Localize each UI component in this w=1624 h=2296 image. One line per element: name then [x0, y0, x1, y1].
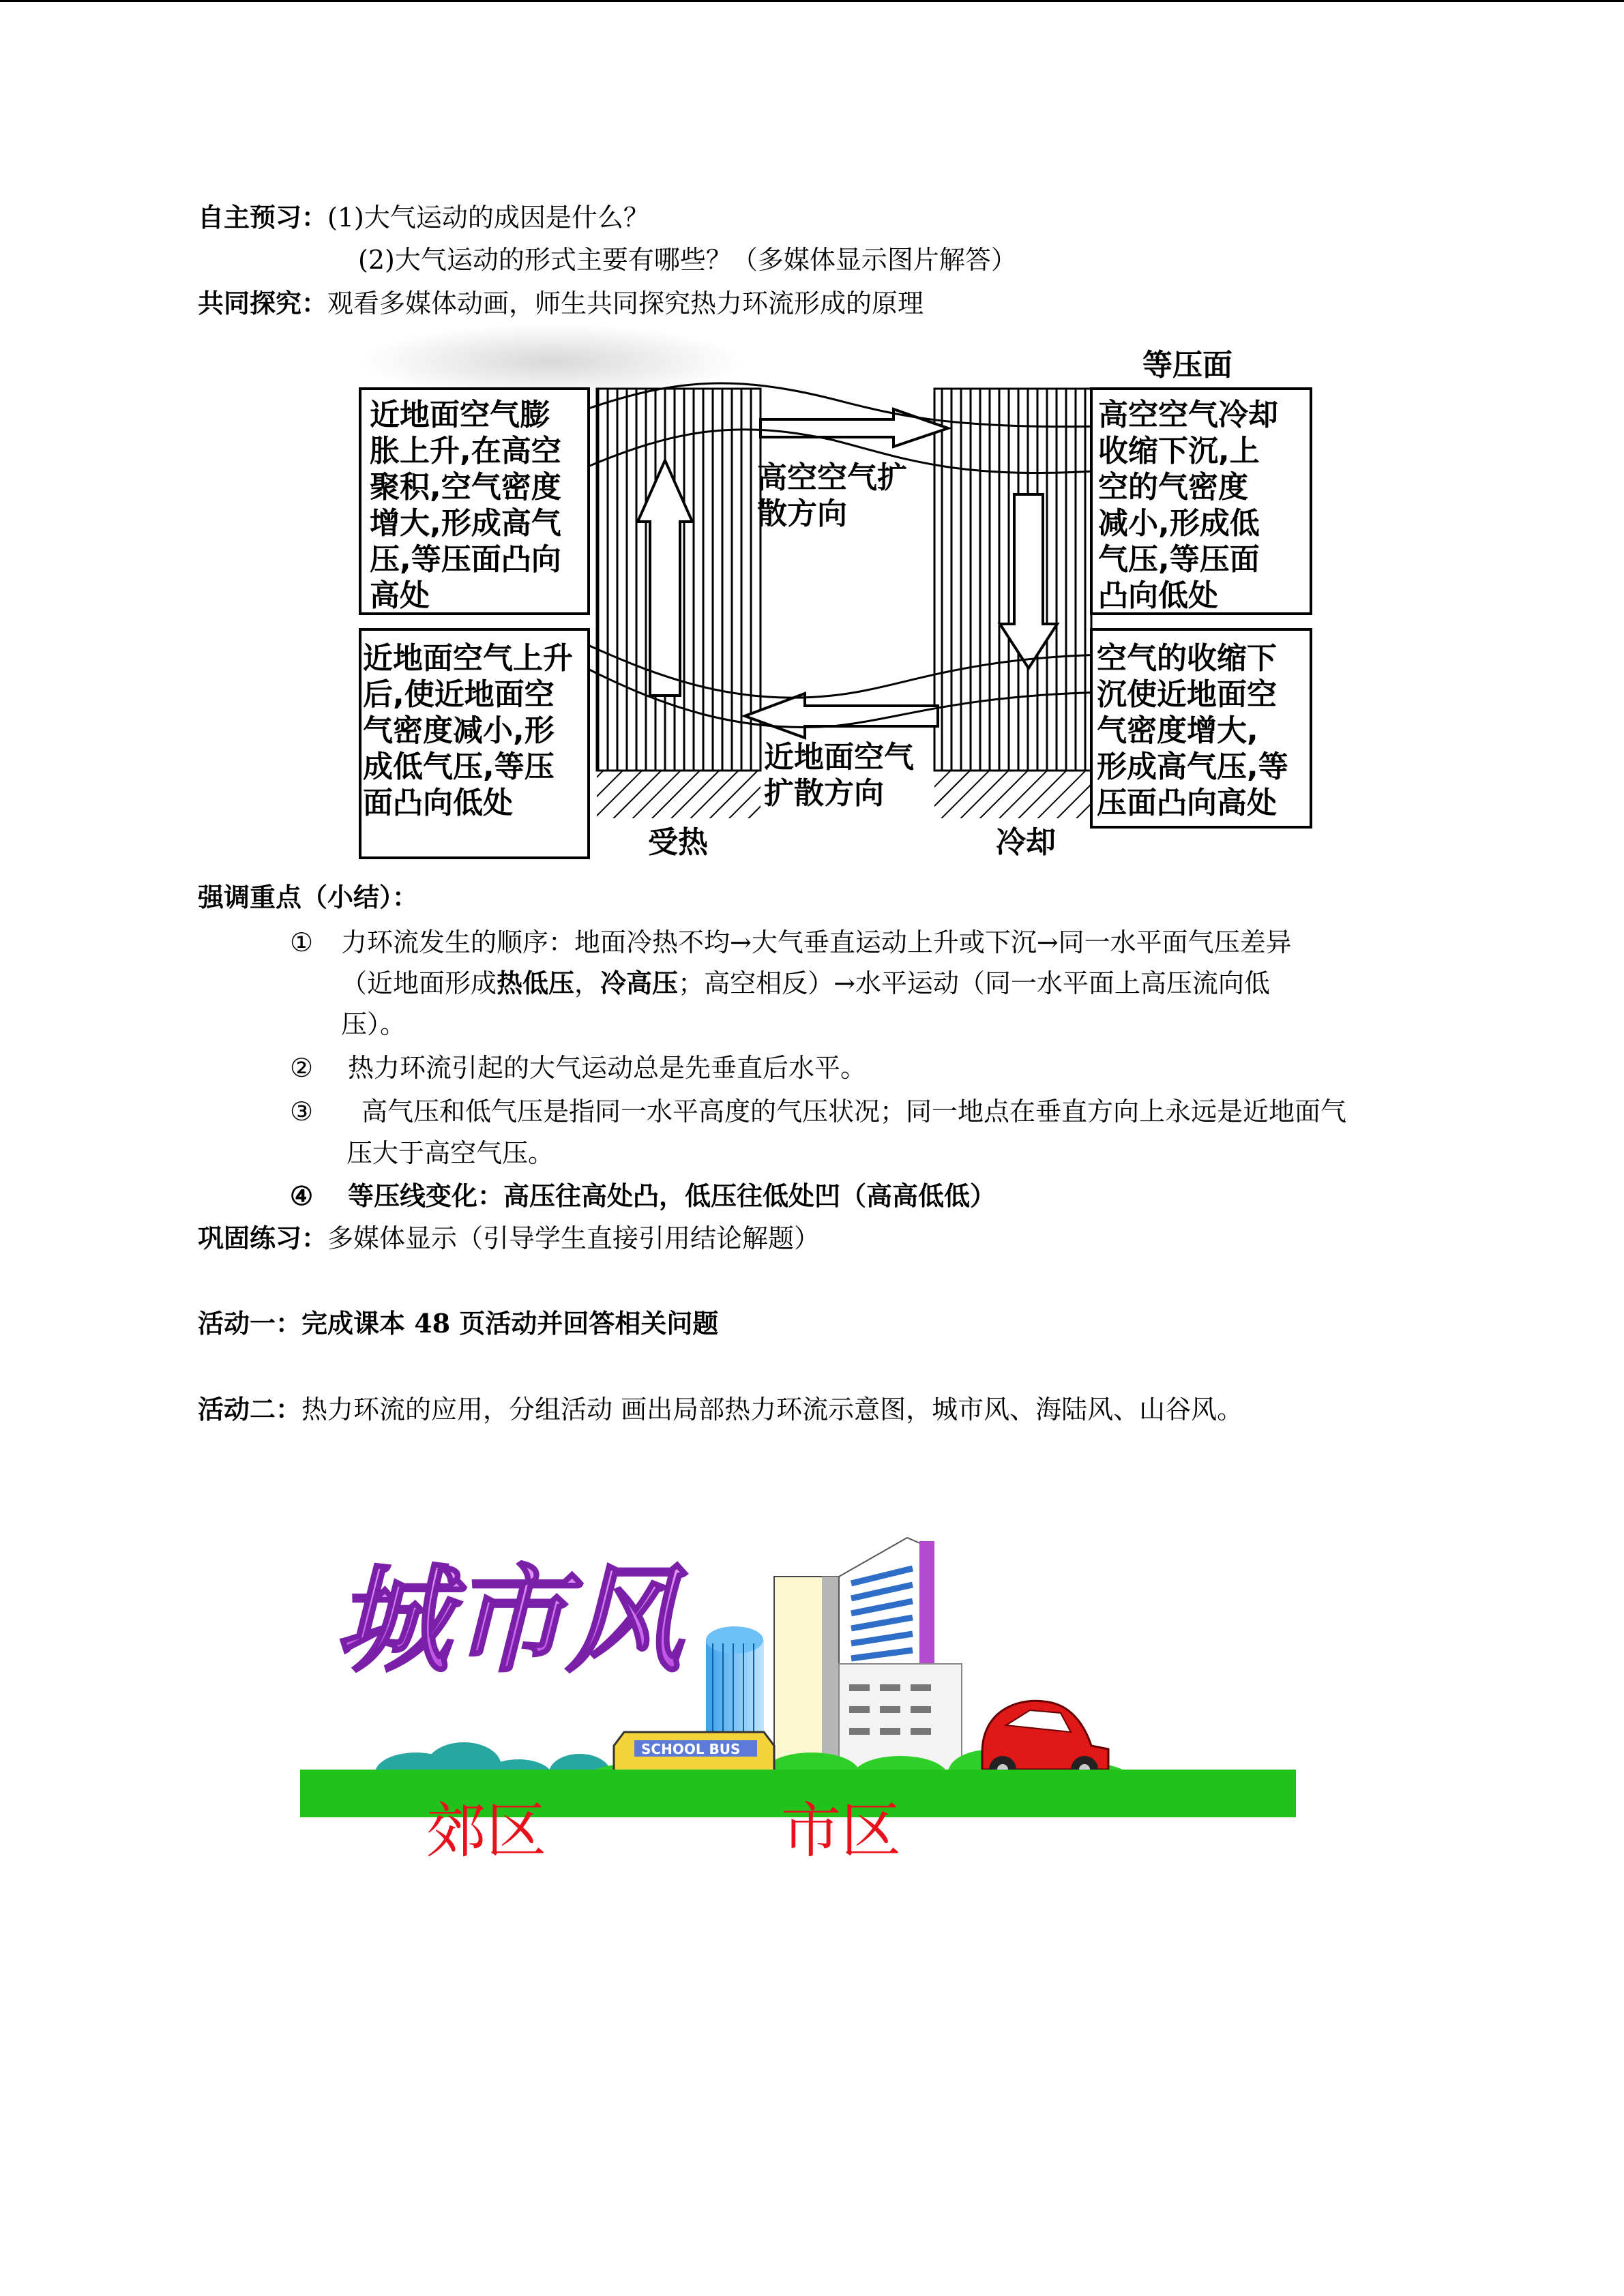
- summary-cold-high: 冷高压: [600, 968, 679, 998]
- ul-line-1: 近地面空气膨: [370, 398, 550, 432]
- summary-item-2-line-1: 热力环流引起的大气运动总是先垂直后水平。: [348, 1053, 867, 1083]
- summary-item-4: [290, 1180, 996, 1212]
- summary-marker-2: ②: [290, 1053, 314, 1083]
- ll-line-1: 近地面空气上升: [363, 641, 573, 676]
- summary-item-2: [290, 1052, 866, 1084]
- practice-text: 多媒体显示（引导学生直接引用结论解题）: [327, 1223, 821, 1253]
- activity-2-label: 活动二：: [198, 1394, 302, 1425]
- ua-line-2: 散方向: [757, 496, 847, 531]
- summary-item-3-line-1: 高气压和低气压是指同一水平高度的气压状况；同一地点在垂直方向上永远是近地面气: [361, 1097, 1347, 1127]
- ul-line-5: 压,等压面凸向: [370, 542, 561, 577]
- preview-question-2: (2)大气运动的形式主要有哪些？（多媒体显示图片解答）: [358, 245, 1017, 275]
- ua-line-1: 高空空气扩: [757, 460, 907, 495]
- summary-item-3-line-2: 压大于高空气压。: [346, 1138, 555, 1168]
- heated-label: 受热: [648, 825, 708, 860]
- ul-line-4: 增大,形成高气: [370, 506, 561, 541]
- ul-line-6: 高处: [370, 578, 430, 613]
- ll-line-3: 气密度减小,形: [363, 713, 555, 748]
- preview-line-2: [358, 243, 1017, 276]
- ur-line-3: 空的气密度: [1098, 470, 1248, 505]
- isobar-label: 等压面: [1142, 348, 1232, 383]
- lower-right-text: [1097, 641, 1299, 820]
- lr-line-2: 沉使近地面空: [1097, 677, 1277, 712]
- activity-1-text: 完成课本 48 页活动并回答相关问题: [301, 1308, 719, 1339]
- practice-label: 巩固练习：: [198, 1223, 328, 1253]
- summary-hot-low: 热低压: [497, 968, 575, 998]
- thermal-circulation-diagram: [355, 324, 1323, 869]
- explore-line: [198, 287, 924, 320]
- summary-label: 强调重点（小结）：: [198, 882, 419, 912]
- preview-line-1: [198, 201, 649, 234]
- activity-2-text: 热力环流的应用，分组活动 画出局部热力环流示意图，城市风、海陆风、山谷风。: [301, 1395, 1243, 1425]
- summary-item-3: [290, 1095, 1346, 1128]
- upper-arrow-text: [757, 460, 917, 531]
- suburb-label: 郊区: [426, 1795, 547, 1862]
- ur-line-4: 减小,形成低: [1098, 506, 1260, 541]
- explore-text: 观看多媒体动画，师生共同探究热力环流形成的原理: [327, 288, 924, 318]
- explore-label: 共同探究：: [198, 288, 328, 318]
- lower-arrow-text: [764, 740, 924, 811]
- ur-line-1: 高空空气冷却: [1098, 398, 1278, 432]
- activity-2-line: [198, 1393, 1243, 1426]
- summary-item-4-line-1: 等压线变化：高压往高处凸，低压往低处凹（高高低低）: [348, 1180, 996, 1211]
- summary-item-1-line-4: 压）。: [341, 1009, 407, 1039]
- summary-item-1-line-2: （近地面形成: [341, 968, 497, 998]
- practice-line: [198, 1222, 820, 1255]
- summary-item-1-line-1: 力环流发生的顺序：地面冷热不均→大气垂直运动上升或下沉→同一水平面气压差异: [341, 927, 1292, 957]
- preview-label: 自主预习：: [198, 202, 328, 233]
- la-line-2: 扩散方向: [764, 776, 884, 811]
- summary-item-1-end: [341, 1008, 406, 1041]
- summary-item-1-line-3: ；高空相反）→水平运动（同一水平面上高压流向低: [678, 968, 1270, 998]
- office-building: [774, 1538, 962, 1781]
- ur-line-5: 气压,等压面: [1098, 542, 1260, 577]
- ground-hatch-left: [597, 771, 761, 818]
- urban-label: 市区: [781, 1795, 902, 1862]
- lr-line-4: 形成高气压,等: [1097, 749, 1288, 784]
- cooled-label: 冷却: [996, 825, 1056, 860]
- summary-item-1-cont: [341, 967, 1270, 1000]
- summary-item-1: [290, 926, 1292, 959]
- ll-line-5: 面凸向低处: [363, 786, 513, 820]
- ul-line-3: 聚积,空气密度: [370, 470, 561, 505]
- page-top-border: [0, 0, 1624, 2]
- city-wind-title: 城市风: [334, 1552, 683, 1688]
- activity-1-line: [198, 1307, 718, 1340]
- summary-comma: ，: [574, 968, 601, 998]
- ur-line-2: 收缩下沉,上: [1098, 434, 1260, 468]
- activity-1-label: 活动一：: [198, 1308, 302, 1339]
- ur-line-6: 凸向低处: [1098, 578, 1218, 613]
- summary-marker-3: ③: [290, 1097, 314, 1127]
- lr-line-3: 气密度增大,: [1097, 713, 1258, 748]
- upper-diffusion-arrow: [761, 409, 948, 447]
- bus-sign: SCHOOL BUS: [641, 1741, 741, 1757]
- lr-line-1: 空气的收缩下: [1097, 641, 1277, 676]
- preview-question-1: (1)大气运动的成因是什么？: [327, 203, 649, 233]
- lr-line-5: 压面凸向高处: [1097, 786, 1277, 820]
- lower-diffusion-arrow: [745, 694, 938, 738]
- ul-line-2: 胀上升,在高空: [370, 434, 561, 468]
- city-wind-picture: [293, 1527, 1303, 1862]
- la-line-1: 近地面空气: [764, 740, 914, 775]
- summary-heading: [198, 881, 418, 914]
- ll-line-2: 后,使近地面空: [363, 677, 555, 712]
- summary-item-3-cont: [346, 1137, 554, 1169]
- ll-line-4: 成低气压,等压: [363, 749, 555, 784]
- summary-marker-4: ④: [290, 1180, 314, 1211]
- summary-marker-1: ①: [290, 927, 314, 957]
- ground-hatch-right: [934, 771, 1091, 818]
